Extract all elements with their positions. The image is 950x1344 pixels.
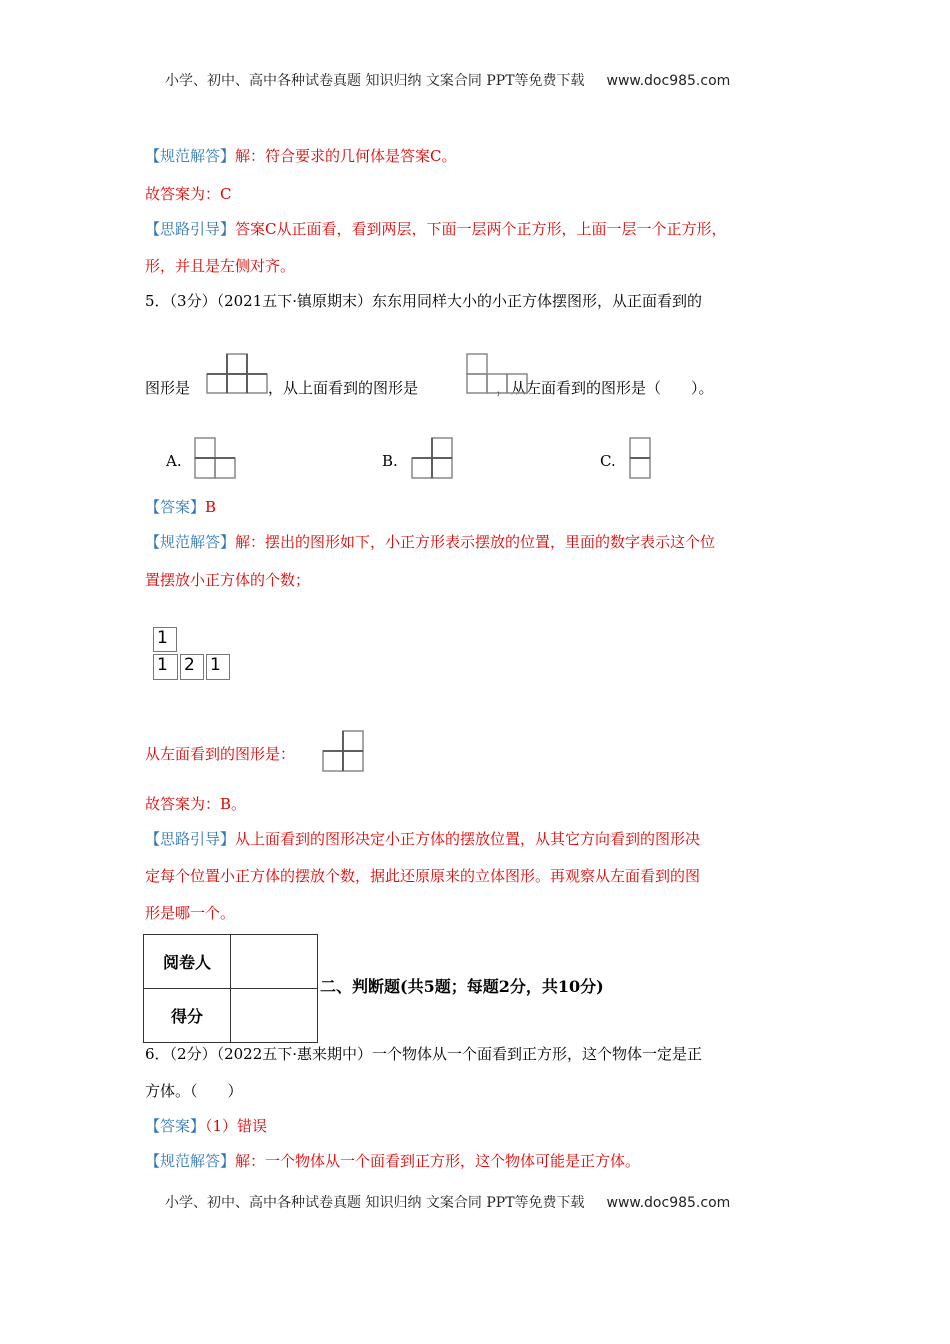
option-c-figure[interactable] [629,437,653,480]
footer-url[interactable]: www.doc985.com [606,1195,731,1211]
score-label: 得分 [144,989,231,1043]
label-jiexi: 【规范解答】 [145,1152,236,1170]
q5-silu-3: 形是哪一个。 [145,904,236,922]
option-c-label[interactable]: C. [600,452,616,470]
page-footer [165,1192,730,1212]
reviewer-cell [231,935,318,989]
q4-jiexi [145,146,457,166]
answer-value: （1）错误 [205,1117,268,1135]
header-url[interactable]: www.doc985.com [606,73,731,89]
option-a-label[interactable]: A. [166,452,182,470]
jiexi-text: 解：摆出的图形如下，小正方形表示摆放的位置，里面的数字表示这个位 [235,533,716,551]
q6-answer [145,1116,267,1136]
q5-jiexi [145,532,715,552]
grid-cell: 1 [153,654,178,680]
header-text: 小学、初中、高中各种试卷真题 知识归纳 文案合同 PPT等免费下载 [165,73,585,89]
q5-stem-1: 5．（3分）（2021五下·镇原期末）东东用同样大小的小正方体摆图形，从正面看到的 [145,292,703,310]
jiexi-text: 解：符合要求的几何体是答案C。 [235,147,457,165]
left-view-figure [322,730,366,774]
label-jiexi: 【规范解答】 [145,147,236,165]
q6-jiexi [145,1151,640,1171]
silu-text: 答案C从正面看，看到两层，下面一层两个正方形，上面一层一个正方形， [235,220,727,238]
grid-cell: 1 [206,654,230,680]
option-b-figure[interactable] [411,437,455,480]
label-silu: 【思路引导】 [145,220,236,238]
option-a-figure[interactable] [194,437,238,480]
section-title: 二、判断题(共5题；每题2分，共10分) [320,977,604,996]
reviewer-label: 阅卷人 [144,935,231,989]
grid-cell: 2 [180,654,204,680]
jiexi-text: 解：一个物体从一个面看到正方形，这个物体可能是正方体。 [235,1152,641,1170]
q5-silu-2: 定每个位置小正方体的摆放个数，据此还原原来的立体图形。再观察从左面看到的图 [145,867,701,885]
score-table [143,934,318,1043]
q4-silu [145,219,727,239]
label-daan: 【答案】 [145,1117,206,1135]
q5-jiexi-2: 置摆放小正方体的个数； [145,571,311,589]
silu-text: 从上面看到的图形决定小正方体的摆放位置，从其它方向看到的图形决 [235,830,701,848]
page-header [165,70,730,90]
front-view-figure [206,353,270,395]
stem-part: ，从左面看到的图形是（ ）。 [496,379,714,397]
stem-part: ，从上面看到的图形是 [268,379,419,397]
q4-silu-2: 形，并且是左侧对齐。 [145,257,296,275]
stem-part: 图形是 [145,379,191,397]
q6-stem-2: 方体。（ ） [145,1082,243,1100]
q4-answer-line: 故答案为：C [145,185,232,203]
q5-answer [145,497,216,517]
grid-cell: 1 [153,627,177,652]
q6-stem-1: 6．（2分）（2022五下·惠来期中）一个物体从一个面看到正方形，这个物体一定是正 [145,1045,703,1063]
label-jiexi: 【规范解答】 [145,533,236,551]
footer-text: 小学、初中、高中各种试卷真题 知识归纳 文案合同 PPT等免费下载 [165,1195,585,1211]
label-daan: 【答案】 [145,498,206,516]
q5-silu [145,829,700,849]
answer-value: B [205,498,217,516]
placement-grid [153,627,231,682]
label-silu: 【思路引导】 [145,830,236,848]
top-view-figure [466,353,530,395]
q5-answer-line: 故答案为：B。 [145,795,247,813]
option-b-label[interactable]: B. [382,452,398,470]
left-view-text: 从左面看到的图形是： [145,745,296,763]
score-cell [231,989,318,1043]
